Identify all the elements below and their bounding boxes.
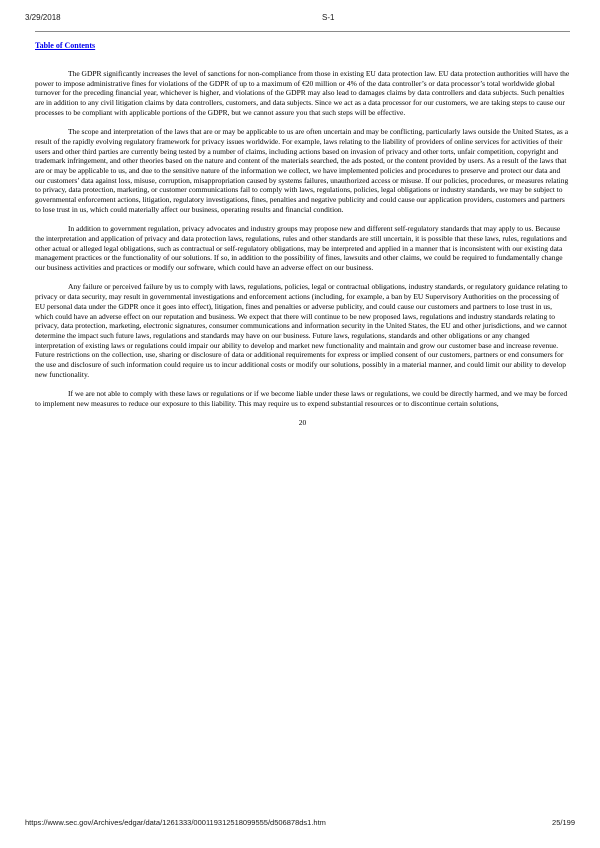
document-body <box>35 69 570 428</box>
table-of-contents-link[interactable]: Table of Contents <box>35 41 96 50</box>
body-paragraph: The scope and interpretation of the laws that are or may be applicable to us are often uncertain and may be conflicting, particularly laws outside the United States, as a result of the rapidly evolving regulatory framework for privacy issues worldwide. For example, laws relating to the liability of providers of online services for activities of their users and other third parties are currently being tested by a number of claims, including actions based on invasion of privacy and other torts, unfair competition, copyright and trademark infringement, and other theories based on the nature and content of the materials searched, the ads posted, or the content provided by users. As a result of the laws that are or may be applicable to us, and due to the sensitive nature of the information we collect, we have implemented policies and procedures to preserve and protect our data and our customers’ data against loss, misuse, corruption, misappropriation caused by systems failures, unauthorized access or misuse. If our policies, procedures, or measures relating to privacy, data protection, marketing, or customer communications fail to comply with laws, regulations, policies, legal obligations or industry standards, we may be subject to governmental enforcement actions, litigation, regulatory investigations, fines, penalties and negative publicity and could cause our application providers, customers and partners to lose trust in us, which could materially affect our business, operating results and financial condition. <box>35 127 569 214</box>
body-paragraph: In addition to government regulation, privacy advocates and industry groups may propose new and different self-regulatory standards that may apply to us. Because the interpretation and application of privacy and data protection laws, regulations, rules and other standards are still uncertain, it is possible that these laws, rules, regulations and other actual or alleged legal obligations, such as contractual or self-regulatory obligations, may be interpreted and applied in a manner that is inconsistent with our existing data management practices or the functionality of our solutions. If so, in addition to the possibility of fines, lawsuits and other claims, we could be required to fundamentally change our business activities and practices or modify our software, which could have an adverse effect on our business. <box>35 224 567 273</box>
body-paragraph: The GDPR significantly increases the level of sanctions for non-compliance from those in existing EU data protection law. EU data protection authorities will have the power to impose administrative fines for violations of the GDPR of up to a maximum of €20 million or 4% of the data controller’s or data processor’s total worldwide global turnover for the preceding financial year, whichever is higher, and violations of the GDPR may also lead to damages claims by data controllers and data subjects. Such penalties are in addition to any civil litigation claims by data controllers, customers, and data subjects. Since we act as a data processor for our customers, we are taking steps to cause our processes to be compliant with applicable portions of the GDPR, but we cannot assure you that such steps will be effective. <box>35 69 570 117</box>
body-paragraph: Any failure or perceived failure by us to comply with laws, regulations, policies, legal or contractual obligations, industry standards, or regulatory guidance relating to privacy or data security, may result in governmental investigations and enforcement actions (including, for example, a ban by EU Supervisory Authorities on the processing of EU personal data under the GDPR once it goes into effect), litigation, fines and penalties or adverse publicity, and could cause our customers and partners to lose trust in us, which could have an adverse effect on our reputation and business. We expect that there will continue to be new proposed laws, regulations and industry standards relating to privacy, data protection, marketing, electronic signatures, consumer communications and information security in the United States, the EU and other jurisdictions, and we cannot determine the impact such future laws, regulations and standards may have on our business. Future laws, regulations, standards and other obligations or any changed interpretation of existing laws or regulations could impair our ability to develop and market new functionality and maintain and grow our customer base and increase revenue. Future restrictions on the collection, use, sharing or disclosure of data or additional requirements for express or implied consent of our customers, partners or end consumers for the use and disclosure of such information could require us to incur additional costs or modify our solutions, possibly in a material manner, and could limit our ability to develop new functionality. <box>35 282 568 379</box>
footer-url: https://www.sec.gov/Archives/edgar/data/1261333/000119312518099555/d506878ds1.htm <box>25 818 326 827</box>
body-paragraph: If we are not able to comply with these laws or regulations or if we become liable under these laws or regulations, we could be directly harmed, and we may be forced to implement new measures to reduce our exposure to this liability. This may require us to expend substantial resources or to discontinue certain solutions, <box>35 389 568 408</box>
print-footer <box>25 818 575 827</box>
page-number: 20 <box>298 418 307 428</box>
print-header-form-type: S-1 <box>322 13 335 22</box>
footer-page-indicator: 25/199 <box>552 818 575 827</box>
print-header-date: 3/29/2018 <box>25 13 61 22</box>
header-divider <box>35 31 570 32</box>
